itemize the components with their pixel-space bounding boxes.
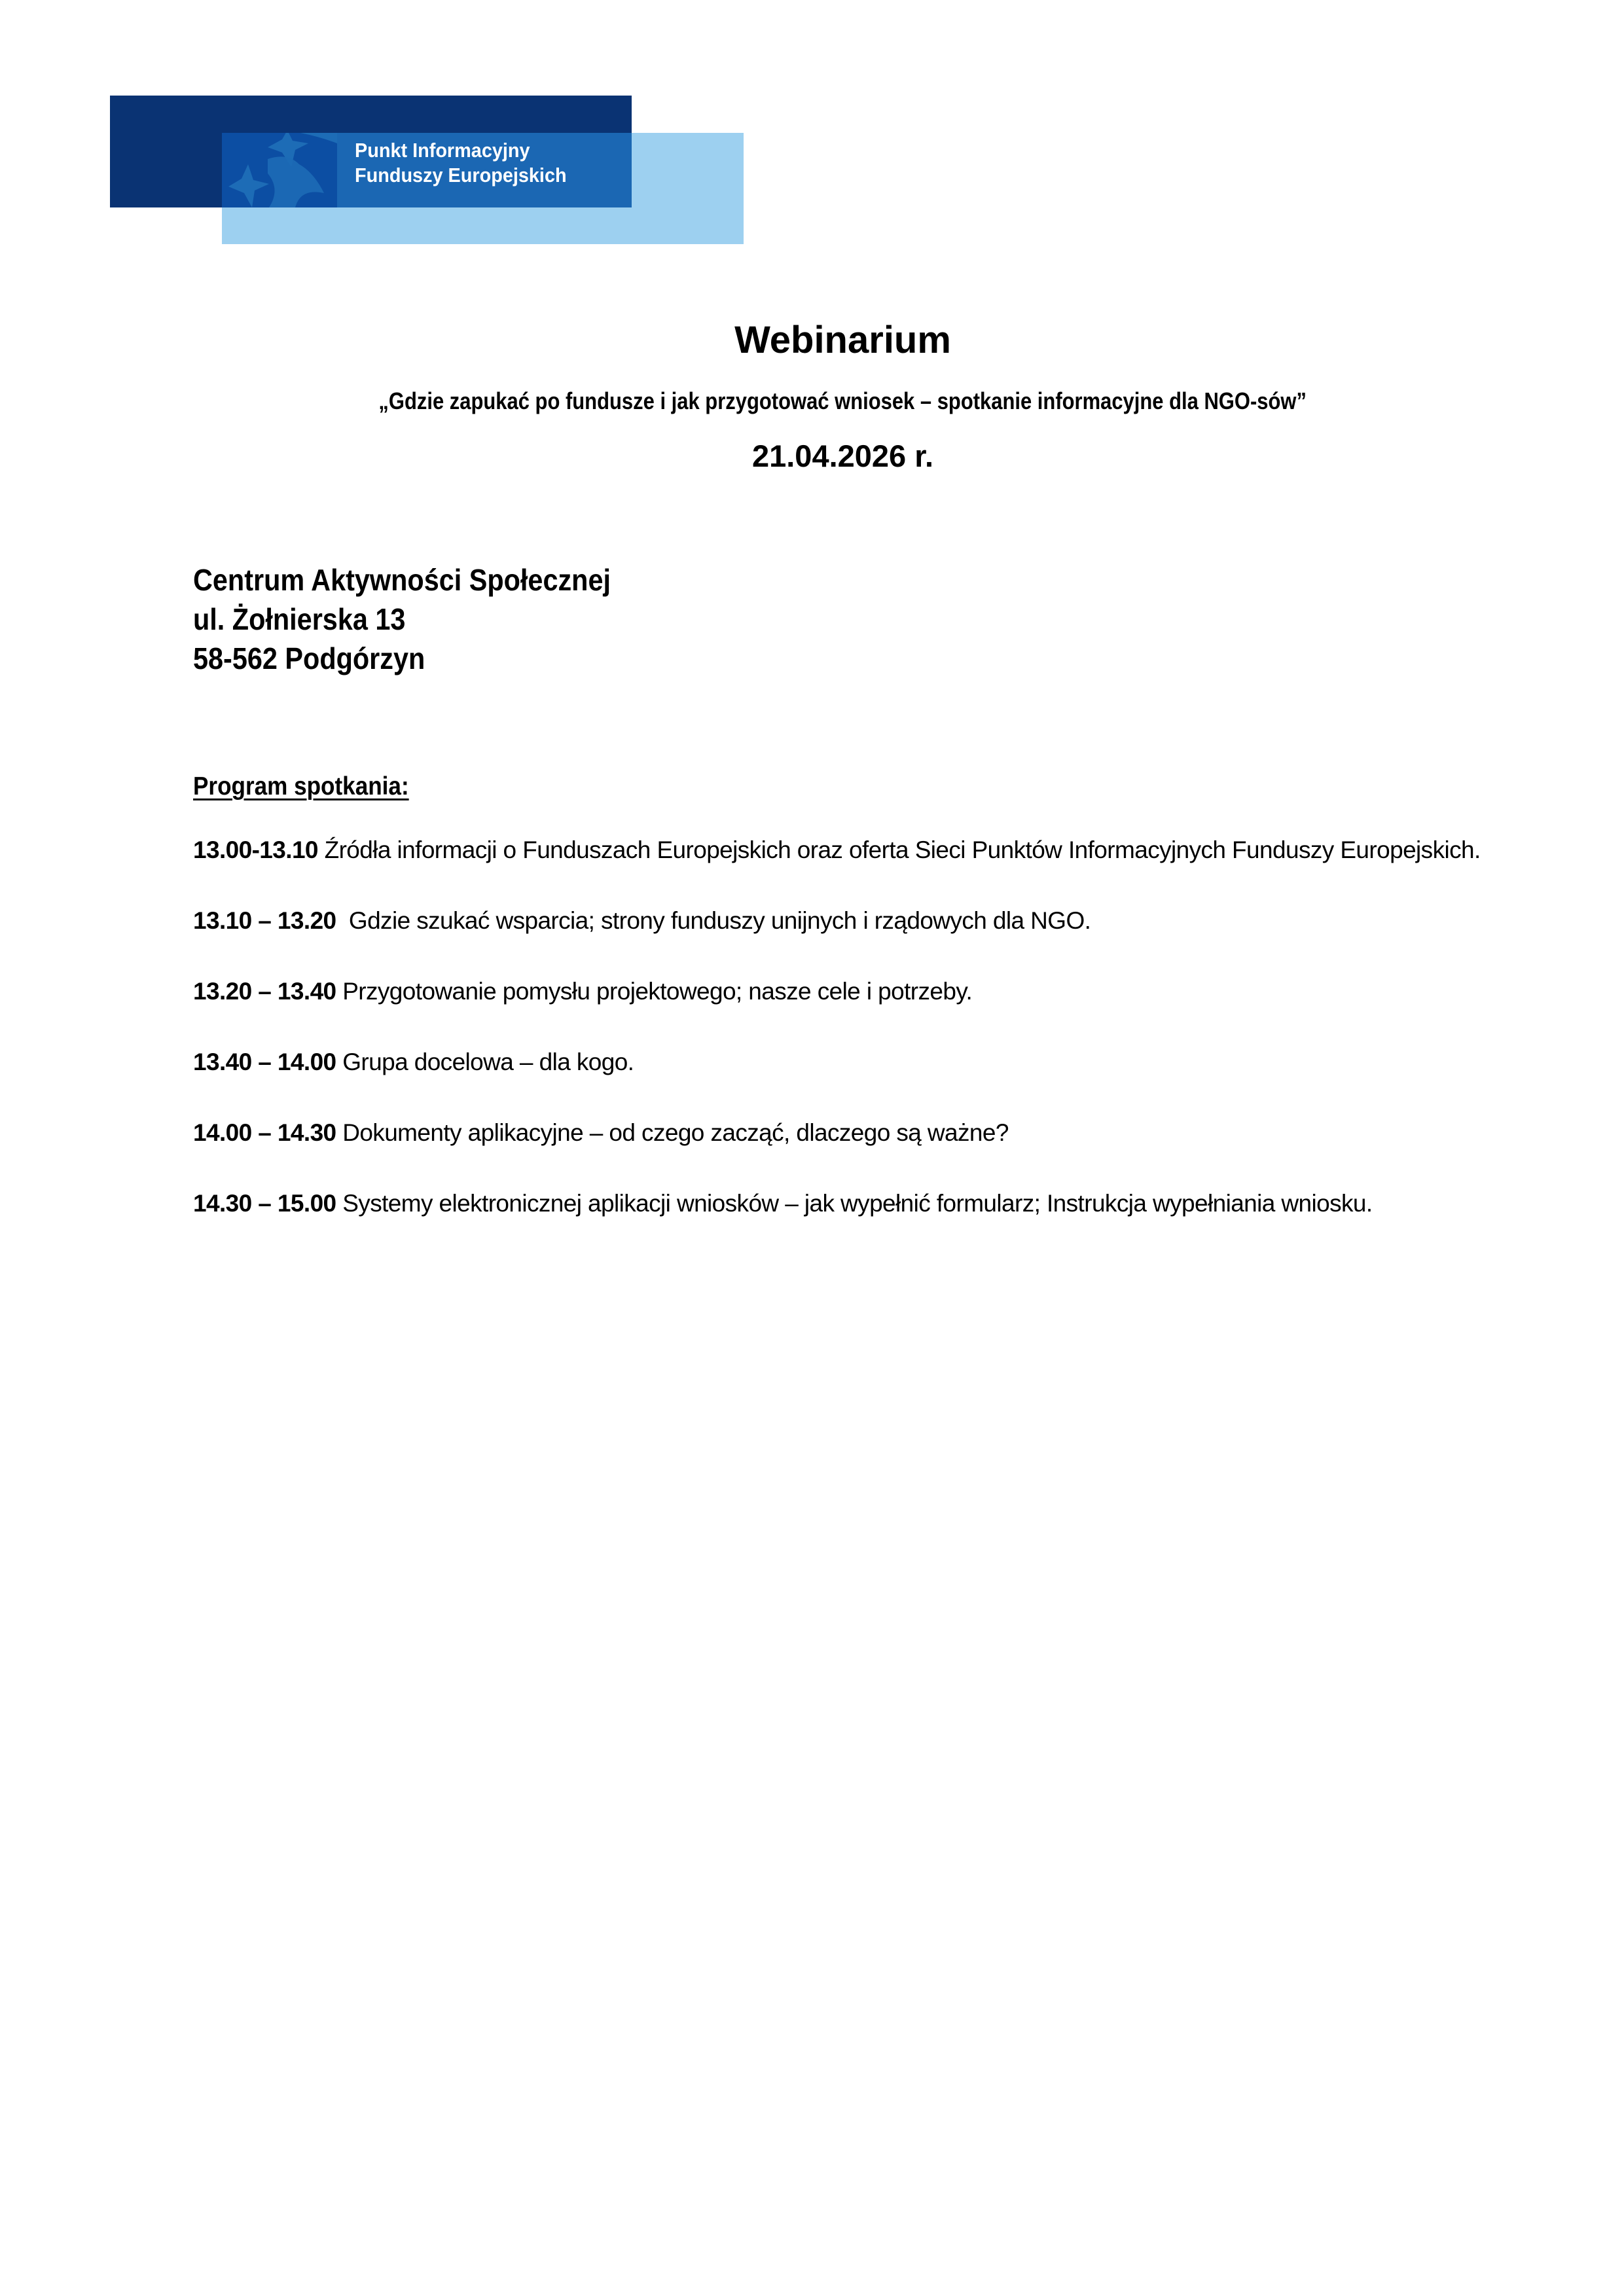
logo-text-line2: Funduszy Europejskich xyxy=(355,164,567,187)
agenda-time: 13.10 – 13.20 xyxy=(193,907,336,934)
page-subtitle xyxy=(193,386,1492,416)
agenda-description: Przygotowanie pomysłu projektowego; nasze cele i potrzeby. xyxy=(336,978,973,1005)
agenda-item xyxy=(193,893,1492,948)
agenda-time: 13.40 – 14.00 xyxy=(193,1049,336,1075)
agenda-item xyxy=(193,964,1492,1019)
agenda-time: 14.30 – 15.00 xyxy=(193,1190,336,1217)
subtitle-text: „Gdzie zapukać po fundusze i jak przygotować wniosek – spotkanie informacyjne dla NGO-sów” xyxy=(378,387,1307,414)
event-date: 21.04.2026 r. xyxy=(751,439,934,473)
logo-punkt-informacyjny xyxy=(0,0,785,262)
agenda-list xyxy=(193,823,1492,1247)
eu-stars-icon xyxy=(222,133,337,207)
page-title: Webinarium xyxy=(734,319,951,361)
venue-name: Centrum Aktywności Społecznej xyxy=(193,563,611,597)
agenda-time: 13.00-13.10 xyxy=(193,836,318,863)
agenda-item xyxy=(193,823,1492,878)
logo-text-line1: Punkt Informacyjny xyxy=(355,139,530,162)
agenda-item xyxy=(193,1176,1492,1231)
agenda-description: Dokumenty aplikacyjne – od czego zacząć, dlaczego są ważne? xyxy=(336,1119,1009,1146)
agenda-time: 13.20 – 13.40 xyxy=(193,978,336,1005)
agenda-description: Grupa docelowa – dla kogo. xyxy=(336,1049,634,1075)
agenda-item xyxy=(193,1105,1492,1160)
agenda-description: Źródła informacji o Funduszach Europejskich oraz oferta Sieci Punktów Informacyjnych Funduszy Europejskich. xyxy=(317,836,1481,863)
program-heading: Program spotkania: xyxy=(193,772,409,800)
venue-street: ul. Żołnierska 13 xyxy=(193,602,406,636)
agenda-description: Systemy elektronicznej aplikacji wniosków – jak wypełnić formularz; Instrukcja wypełniania wniosku. xyxy=(336,1190,1373,1217)
agenda-item xyxy=(193,1035,1492,1090)
agenda-description: Gdzie szukać wsparcia; strony funduszy unijnych i rządowych dla NGO. xyxy=(336,907,1091,934)
logo-text xyxy=(355,138,567,188)
venue-address xyxy=(193,560,657,678)
venue-city: 58-562 Podgórzyn xyxy=(193,641,425,675)
agenda-time: 14.00 – 14.30 xyxy=(193,1119,336,1146)
